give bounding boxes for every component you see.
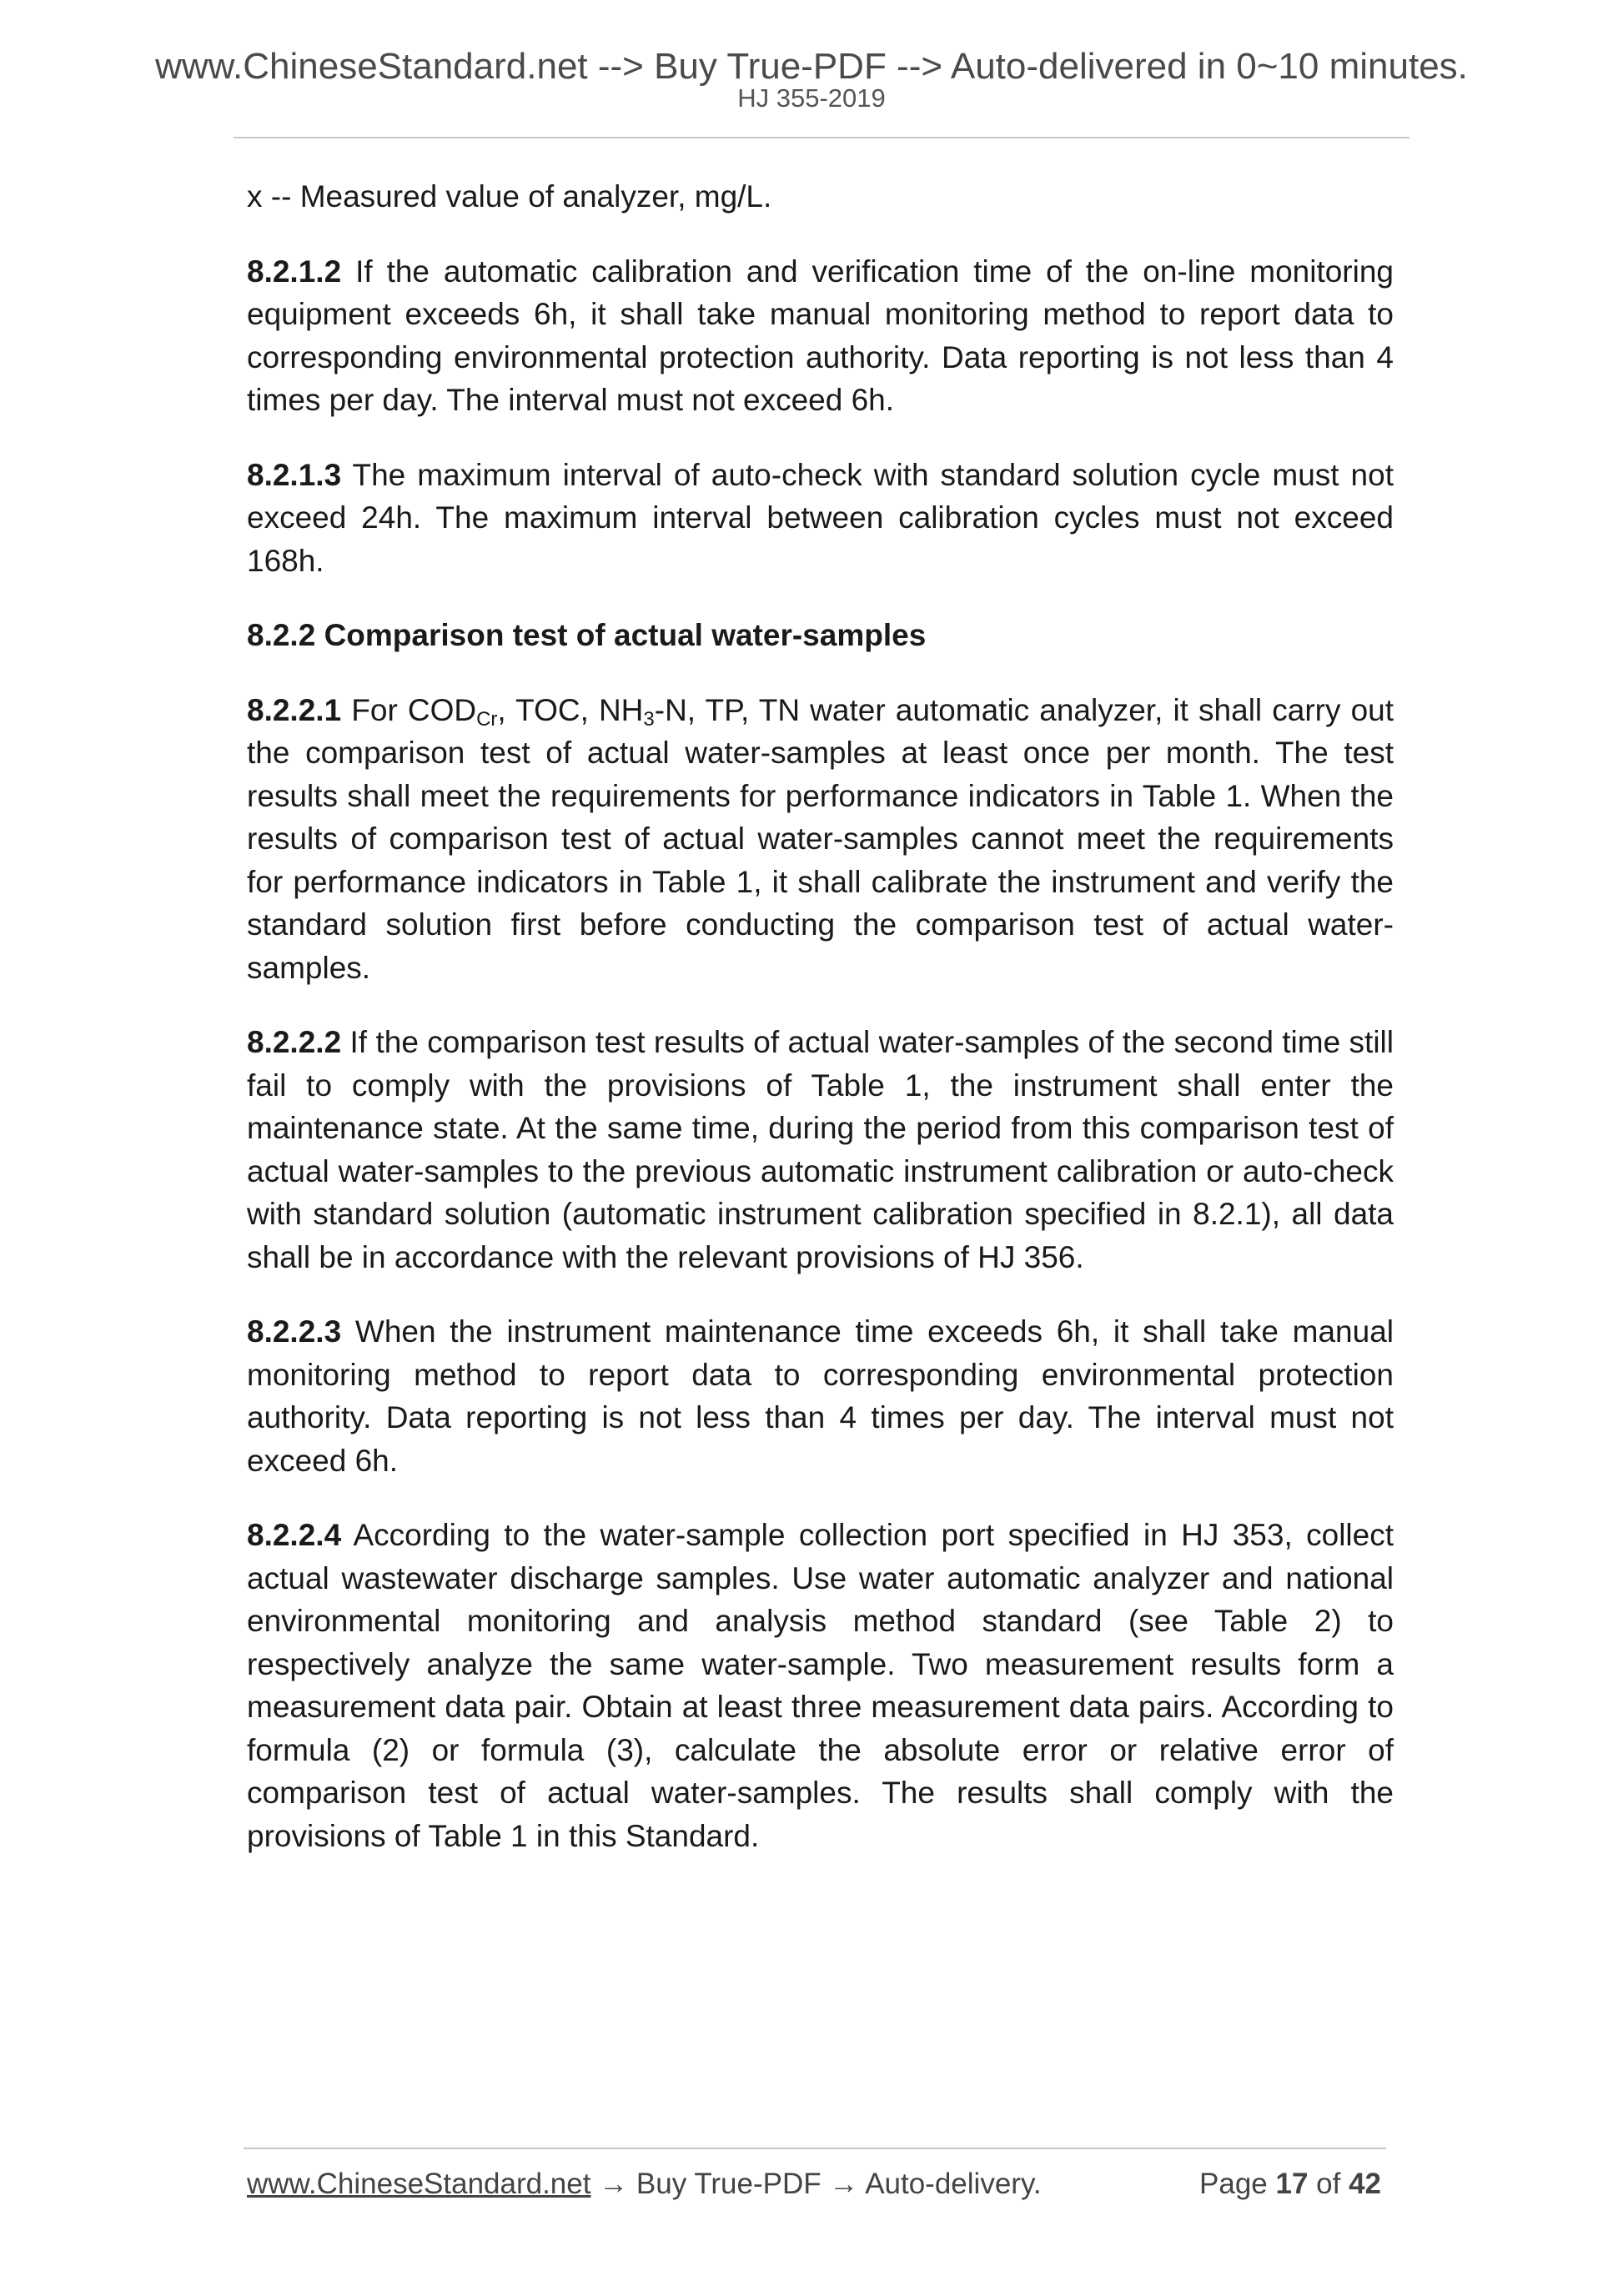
clause-text: According to the water-sample collection port specified in HJ 353, collect actual wastewater discharge samples. Use water automatic analyzer and national environmental monitoring and analysis method standard (see Table 2) to respectively analyze the same water-sample. Two measurement results form a measurement data pair. Obtain at least three measurement data pairs. According to formula (2) or formula (3), calculate the absolute error or relative error of comparison test of actual water-samples. The results shall comply with the provisions of Table 1 in this Standard. bbox=[247, 1518, 1394, 1853]
page-number: 17 bbox=[1275, 2168, 1309, 2200]
clause-number: 8.2.1.3 bbox=[247, 457, 342, 492]
footer-links bbox=[247, 2163, 1042, 2205]
clause-8-2-2-4 bbox=[247, 1514, 1394, 1857]
of-label: of bbox=[1308, 2168, 1349, 2200]
page-footer bbox=[247, 2163, 1381, 2205]
subscript-3: 3 bbox=[643, 707, 655, 731]
clause-text: If the automatic calibration and verification time of the on-line monitoring equipment exceeds 6h, it shall take manual monitoring method to report data to corresponding environmental protection authority. Data reporting is not less than 4 times per day. The interval must not exceed 6h. bbox=[247, 254, 1394, 417]
buy-text: Buy True-PDF bbox=[636, 2168, 822, 2200]
clause-8-2-2-2 bbox=[247, 1021, 1394, 1279]
arrow-right-icon: → bbox=[821, 2168, 866, 2200]
document-id: HJ 355-2019 bbox=[737, 83, 886, 113]
section-heading-8-2-2: 8.2.2 Comparison test of actual water-samples bbox=[247, 618, 927, 652]
clause-number: 8.2.2.1 bbox=[247, 692, 342, 727]
clause-number: 8.2.2.3 bbox=[247, 1314, 342, 1349]
clause-8-2-2-1 bbox=[247, 689, 1394, 990]
page-indicator bbox=[1199, 2163, 1381, 2205]
clause-text: The maximum interval of auto-check with standard solution cycle must not exceed 24h. The maximum interval between calibration cycles must not exceed 168h. bbox=[247, 457, 1394, 578]
page-total: 42 bbox=[1349, 2168, 1381, 2200]
clause-8-2-1-2 bbox=[247, 250, 1394, 422]
site-link[interactable]: www.ChineseStandard.net bbox=[247, 2168, 591, 2200]
clause-8-2-2-3 bbox=[247, 1310, 1394, 1482]
variable-definition-x: x -- Measured value of analyzer, mg/L. bbox=[247, 179, 772, 214]
header-divider bbox=[234, 137, 1409, 138]
clause-number: 8.2.2.4 bbox=[247, 1518, 342, 1552]
auto-delivery-text: Auto-delivery. bbox=[865, 2168, 1042, 2200]
clause-text: When the instrument maintenance time exceeds 6h, it shall take manual monitoring method to report data to corresponding environmental protection authority. Data reporting is not less than 4 times per day. The interval must not exceed 6h. bbox=[247, 1314, 1394, 1478]
footer-divider bbox=[244, 2148, 1386, 2149]
clause-text: If the comparison test results of actual water-samples of the second time still fail to comply with the provisions of Table 1, the instrument shall enter the maintenance state. At the same time, during the period from this comparison test of actual water-samples to the previous automatic instrument calibration or auto-check with standard solution (automatic instrument calibration specified in 8.2.1), all data shall be in accordance with the relevant provisions of HJ 356. bbox=[247, 1025, 1394, 1274]
site-banner: www.ChineseStandard.net --> Buy True-PDF --> Auto-delivered in 0~10 minutes. bbox=[155, 46, 1468, 87]
subscript-cr: Cr bbox=[476, 707, 498, 731]
clause-text-part: For COD bbox=[341, 692, 477, 727]
arrow-right-icon: → bbox=[590, 2168, 636, 2200]
page-content bbox=[247, 175, 1394, 1889]
clause-text-part: , TOC, NH bbox=[497, 692, 644, 727]
clause-8-2-1-3 bbox=[247, 454, 1394, 583]
clause-number: 8.2.2.2 bbox=[247, 1025, 342, 1059]
clause-number: 8.2.1.2 bbox=[247, 254, 342, 289]
page-label: Page bbox=[1199, 2168, 1276, 2200]
clause-text-part: -N, TP, TN water automatic analyzer, it shall carry out the comparison test of actual water-samples at least once per month. The test results shall meet the requirements for performance indicators in Table 1. When the results of comparison test of actual water-samples cannot meet the requirements for performance indicators in Table 1, it shall calibrate the instrument and verify the standard solution first before conducting the comparison test of actual water-samples. bbox=[247, 692, 1394, 985]
